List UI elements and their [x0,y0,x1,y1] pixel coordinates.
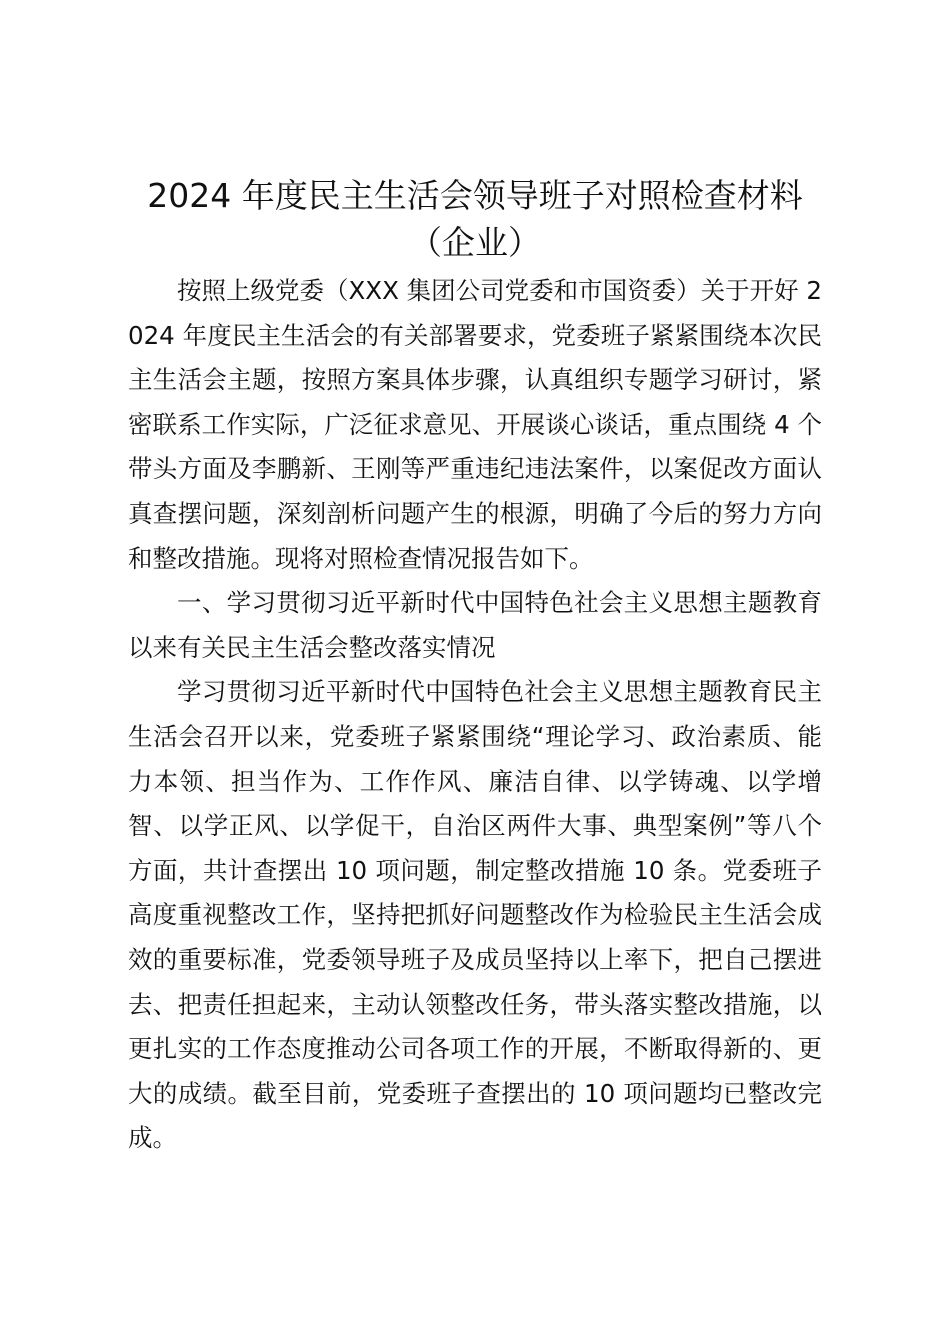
title-line-2: （企业） [409,223,541,262]
document-title [95,172,855,266]
section-1-paragraph: 学习贯彻习近平新时代中国特色社会主义思想主题教育民主生活会召开以来，党委班子紧紧围绕“理论学习、政治素质、能力本领、担当作为、工作作风、廉洁自律、以学铸魂、以学增智、以学正风、以学促干，自治区两件大事、典型案例”等八个方面，共计查摆出 10 项问题，制定整改措施 10 条。党委班子高度重视整改工作，坚持把抓好问题整改作为检验民主生活会成效的重要标准，党委领导班子及成员坚持以上率下，把自己摆进去、把责任担起来，主动认领整改任务，带头落实整改措施，以更扎实的工作态度推动公司各项工作的开展，不断取得新的、更大的成绩。截至目前，党委班子查摆出的 10 项问题均已整改完成。 [128,677,822,1153]
intro-paragraph: 按照上级党委（XXX 集团公司党委和市国资委）关于开好 2024 年度民主生活会的有关部署要求，党委班子紧紧围绕本次民主生活会主题，按照方案具体步骤，认真组织专题学习研讨，紧密联系工作实际，广泛征求意见、开展谈心谈话，重点围绕 4 个带头方面及李鹏新、王刚等严重违纪违法案件，以案促改方面认真查摆问题，深刻剖析问题产生的根源，明确了今后的努力方向和整改措施。现将对照检查情况报告如下。 [128,276,823,573]
document-body [128,172,822,1161]
section-heading-1: 一、学习贯彻习近平新时代中国特色社会主义思想主题教育以来有关民主生活会整改落实情况 [128,588,822,662]
title-line-1: 2024 年度民主生活会领导班子对照检查材料 [147,176,803,215]
